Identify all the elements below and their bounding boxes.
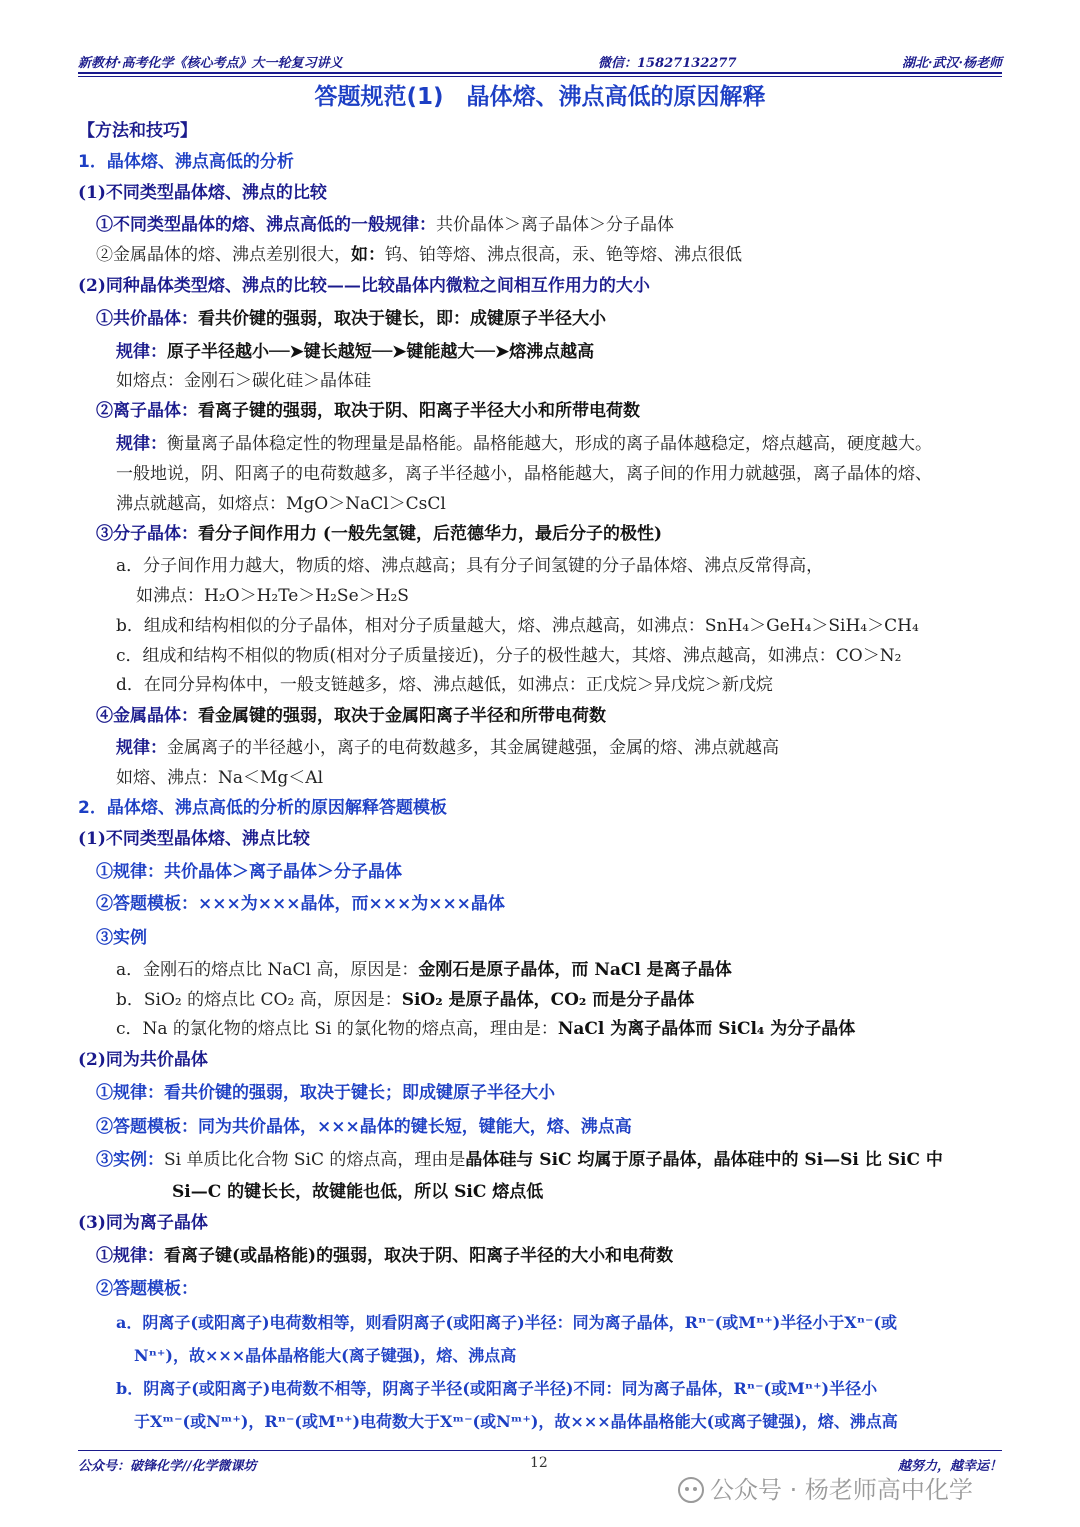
text-line: ①共价晶体：看共价键的强弱，取决于键长，即：成键原子半径大小	[96, 309, 606, 329]
text-line: b．组成和结构相似的分子晶体，相对分子质量越大，熔、沸点越高，如沸点：SnH₄＞GeH₄＞SiH₄＞CH₄	[116, 616, 919, 636]
subheading: (2)同种晶体类型熔、沸点的比较——比较晶体内微粒之间相互作用力的大小	[78, 276, 650, 296]
text-line: ③分子晶体：看分子间作用力 (一般先氢键，后范德华力，最后分子的极性)	[96, 524, 663, 544]
text-line: ②离子晶体：看离子键的强弱，取决于阴、阳离子半径大小和所带电荷数	[96, 401, 640, 421]
text-line: 规律：衡量离子晶体稳定性的物理量是晶格能。晶格能越大，形成的离子晶体越稳定，熔点越高，硬度越大。	[116, 434, 932, 454]
text-line: ①规律：看共价键的强弱，取决于键长；即成键原子半径大小	[96, 1083, 555, 1103]
text-line: ①规律：看离子键(或晶格能)的强弱，取决于阴、阳离子半径的大小和电荷数	[96, 1246, 674, 1266]
header-right: 湖北·武汉·杨老师	[901, 56, 1002, 71]
text-line: d．在同分异构体中，一般支链越多，熔、沸点越低，如沸点：正戊烷＞异戊烷＞新戊烷	[116, 675, 773, 695]
header-center: 微信：15827132277	[598, 56, 737, 71]
subheading: (2)同为共价晶体	[78, 1050, 208, 1070]
text-line: ②答题模板：×××为×××晶体，而×××为×××晶体	[96, 894, 505, 914]
heading-2: 2．晶体熔、沸点高低的分析的原因解释答题模板	[78, 798, 447, 818]
text-line: ①不同类型晶体的熔、沸点高低的一般规律：共价晶体＞离子晶体＞分子晶体	[96, 215, 674, 235]
page-header	[78, 50, 1002, 72]
text-line: 一般地说，阴、阳离子的电荷数越多，离子半径越小，晶格能越大，离子间的作用力就越强，离子晶体的熔、	[116, 464, 932, 484]
footer-right: 越努力，越幸运！	[897, 1459, 1002, 1474]
page-title: 答题规范(1) 晶体熔、沸点高低的原因解释	[314, 84, 766, 110]
watermark	[678, 1470, 973, 1505]
text-line: a．分子间作用力越大，物质的熔、沸点越高；具有分子间氢键的分子晶体熔、沸点反常得高，	[116, 556, 824, 576]
text-line: Nⁿ⁺)，故×××晶体晶格能大(离子键强)，熔、沸点高	[134, 1346, 517, 1365]
text-line: 如沸点：H₂O＞H₂Te＞H₂Se＞H₂S	[136, 586, 409, 606]
text-line: 沸点就越高，如熔点：MgO＞NaCl＞CsCl	[116, 494, 446, 514]
text-line: Si—C 的键长长，故键能也低，所以 SiC 熔点低	[172, 1182, 544, 1202]
rule-line: 规律：原子半径越小──➤键长越短──➤键能越大──➤熔沸点越高	[116, 342, 595, 362]
text-line: 规律：金属离子的半径越小，离子的电荷数越多，其金属键越强，金属的熔、沸点就越高	[116, 738, 779, 758]
text-line: 如熔点：金刚石＞碳化硅＞晶体硅	[116, 371, 371, 391]
text-line: a．金刚石的熔点比 NaCl 高，原因是：金刚石是原子晶体，而 NaCl 是离子晶体	[116, 960, 732, 980]
text-line: a．阴离子(或阳离子)电荷数相等，则看阴离子(或阳离子)半径：同为离子晶体，Rⁿ⁻(或Mⁿ⁺)半径小于Xⁿ⁻(或	[116, 1313, 898, 1332]
section-tag: 【方法和技巧】	[78, 121, 197, 141]
text-line: b．阴离子(或阳离子)电荷数不相等，阴离子半径(或阳离子半径)不同：同为离子晶体，Rⁿ⁻(或Mⁿ⁺)半径小	[116, 1379, 878, 1398]
text-line: ②答题模板：同为共价晶体，×××晶体的键长短，键能大，熔、沸点高	[96, 1117, 632, 1137]
text-line: ③实例：Si 单质比化合物 SiC 的熔点高，理由是晶体硅与 SiC 均属于原子晶体，晶体硅中的 Si—Si 比 SiC 中	[96, 1150, 943, 1170]
text-line: ③实例	[96, 928, 147, 948]
text-line: 于Xᵐ⁻(或Nᵐ⁺)，Rⁿ⁻(或Mⁿ⁺)电荷数大于Xᵐ⁻(或Nᵐ⁺)，故×××晶体晶格能大(或离子键强)，熔、沸点高	[134, 1412, 898, 1431]
header-rule-thin	[78, 76, 1002, 77]
text-line: c．Na 的氯化物的熔点比 Si 的氯化物的熔点高，理由是：NaCl 为离子晶体而 SiCl₄ 为分子晶体	[116, 1019, 856, 1039]
watermark-text: 公众号 · 杨老师高中化学	[710, 1476, 973, 1504]
header-left: 新教材·高考化学《核心考点》大一轮复习讲义	[78, 56, 343, 71]
text-line: ④金属晶体：看金属键的强弱，取决于金属阳离子半径和所带电荷数	[96, 706, 606, 726]
text-line: b．SiO₂ 的熔点比 CO₂ 高，原因是：SiO₂ 是原子晶体，CO₂ 而是分子晶体	[116, 990, 695, 1010]
subheading: (1)不同类型晶体熔、沸点比较	[78, 829, 310, 849]
header-rule	[78, 72, 1002, 74]
text-line: 如熔、沸点：Na＜Mg＜Al	[116, 768, 324, 788]
subheading: (1)不同类型晶体熔、沸点的比较	[78, 183, 327, 203]
text-line: c．组成和结构不相似的物质(相对分子质量接近)，分子的极性越大，其熔、沸点越高，如沸点：CO＞N₂	[116, 646, 902, 666]
page-number: 12	[530, 1455, 548, 1471]
footer-rule	[78, 1450, 1002, 1451]
text-line: ①规律：共价晶体＞离子晶体＞分子晶体	[96, 862, 402, 882]
wechat-logo-icon	[678, 1477, 704, 1503]
footer-left: 公众号：破锋化学//化学微课坊	[78, 1459, 257, 1474]
subheading: (3)同为离子晶体	[78, 1213, 208, 1233]
heading-1: 1．晶体熔、沸点高低的分析	[78, 152, 294, 172]
text-line: ②答题模板：	[96, 1279, 198, 1299]
text-line: ②金属晶体的熔、沸点差别很大，如：钨、铂等熔、沸点很高，汞、铯等熔、沸点很低	[96, 245, 742, 265]
